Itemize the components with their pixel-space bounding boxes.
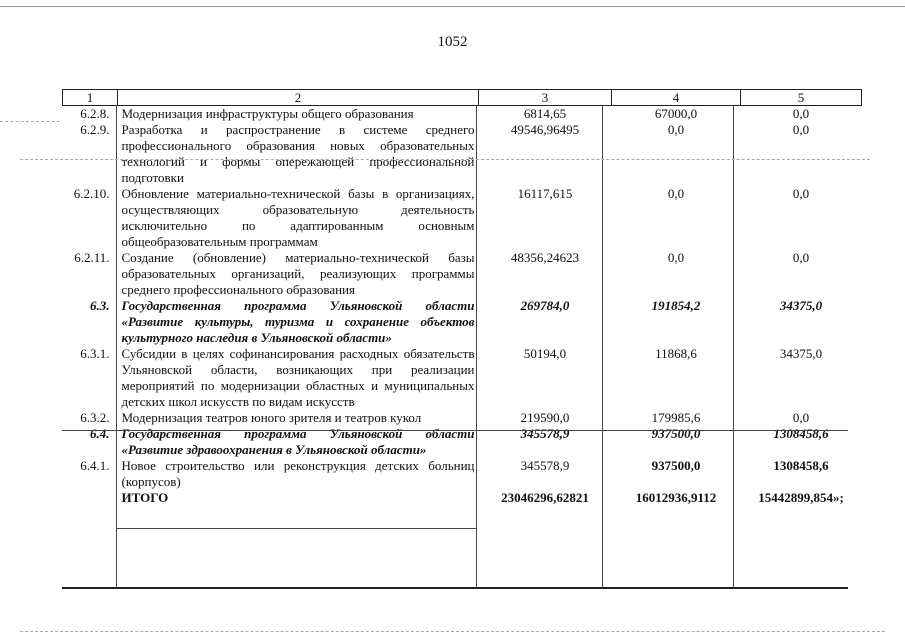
row-value-4: 937500,0 <box>651 458 701 473</box>
row-value-3: 16117,615 <box>517 186 573 201</box>
row-number: 6.3. <box>90 298 110 313</box>
row-name: Новое строительство или реконструкция детских больниц (корпусов) <box>121 458 475 489</box>
scan-artifact <box>20 631 885 632</box>
table-row-program <box>63 426 862 458</box>
table-row-total <box>63 490 862 506</box>
row-number: 6.4.1. <box>80 458 110 473</box>
row-value-4: 937500,0 <box>651 426 701 441</box>
row-value-5: 15442899,854»; <box>758 490 844 505</box>
row-value-3: 6814,65 <box>523 106 567 121</box>
row-number: 6.2.9. <box>80 122 110 137</box>
row-value-3: 23046296,62821 <box>501 490 589 505</box>
row-value-5: 34375,0 <box>779 346 823 361</box>
row-value-4: 0,0 <box>667 186 685 201</box>
row-name: Создание (обновление) материально-технической базы образовательных организаций, реализующих программы среднего профессионального образования <box>121 250 475 297</box>
table-row <box>63 410 862 426</box>
row-value-4: 0,0 <box>667 250 685 265</box>
row-value-4: 11868,6 <box>655 346 697 361</box>
row-value-4: 16012936,9112 <box>635 490 717 505</box>
column-header-2: 2 <box>118 90 479 106</box>
row-value-5: 0,0 <box>792 410 810 425</box>
row-number <box>63 490 118 506</box>
table-row <box>63 122 862 186</box>
row-value-3: 219590,0 <box>520 410 570 425</box>
row-value-4: 179985,6 <box>651 410 701 425</box>
row-number: 6.2.8. <box>80 106 110 121</box>
row-rule <box>116 528 476 529</box>
page-top-rule <box>0 6 905 7</box>
row-value-5: 34375,0 <box>779 298 823 313</box>
row-value-4: 0,0 <box>667 122 685 137</box>
row-value-3: 345578,9 <box>520 458 570 473</box>
table-row <box>63 346 862 410</box>
table-row <box>63 250 862 298</box>
row-name: Государственная программа Ульяновской области «Развитие здравоохранения в Ульяновской области» <box>121 426 475 457</box>
row-name: ИТОГО <box>121 490 169 505</box>
row-number: 6.2.11. <box>74 250 110 265</box>
column-header-3: 3 <box>479 90 612 106</box>
column-header-5: 5 <box>741 90 862 106</box>
page-number: 1052 <box>437 34 468 50</box>
row-name: Модернизация инфраструктуры общего образования <box>121 106 414 121</box>
row-value-5: 0,0 <box>792 122 810 137</box>
row-value-5: 0,0 <box>792 186 810 201</box>
table-row-program <box>63 298 862 346</box>
column-header-4: 4 <box>612 90 741 106</box>
table-header-row <box>63 90 862 106</box>
row-value-4: 67000,0 <box>654 106 698 121</box>
row-name: Модернизация театров юного зрителя и театров кукол <box>121 410 422 425</box>
row-value-3: 50194,0 <box>523 346 567 361</box>
row-value-3: 48356,24623 <box>510 250 580 265</box>
row-name: Субсидии в целях софинансирования расходных обязательств Ульяновской области, возникающих при реализации мероприятий по модернизации областных и муниципальных детских школ искусств по видам искусств <box>121 346 475 409</box>
row-name: Государственная программа Ульяновской области «Развитие культуры, туризма и сохранение объектов культурного наследия в Ульяновской области» <box>121 298 475 345</box>
row-value-5: 1308458,6 <box>773 458 829 473</box>
column-header-1: 1 <box>63 90 118 106</box>
row-name: Обновление материально-технической базы в организациях, осуществляющих образовательную деятельность исключительно по адаптированным основным общеобразовательным программам <box>121 186 475 249</box>
row-number: 6.4. <box>90 426 110 441</box>
row-value-4: 191854,2 <box>651 298 701 313</box>
row-value-3: 49546,96495 <box>510 122 580 137</box>
row-number: 6.3.1. <box>80 346 110 361</box>
table-row <box>63 106 862 123</box>
table-bottom-rule <box>62 587 848 589</box>
row-value-5: 0,0 <box>792 250 810 265</box>
row-name: Разработка и распространение в системе среднего профессионального образования новых образовательных технологий и формы опережающей профессиональной подготовки <box>121 122 475 185</box>
row-value-3: 345578,9 <box>520 426 570 441</box>
table-row <box>63 458 862 490</box>
budget-table <box>62 89 862 506</box>
row-number: 6.2.10. <box>73 186 110 201</box>
row-number: 6.3.2. <box>80 410 110 425</box>
row-value-3: 269784,0 <box>520 298 570 313</box>
row-value-5: 1308458,6 <box>773 426 829 441</box>
table-row <box>63 186 862 250</box>
scan-artifact <box>0 121 60 122</box>
row-value-5: 0,0 <box>792 106 810 121</box>
